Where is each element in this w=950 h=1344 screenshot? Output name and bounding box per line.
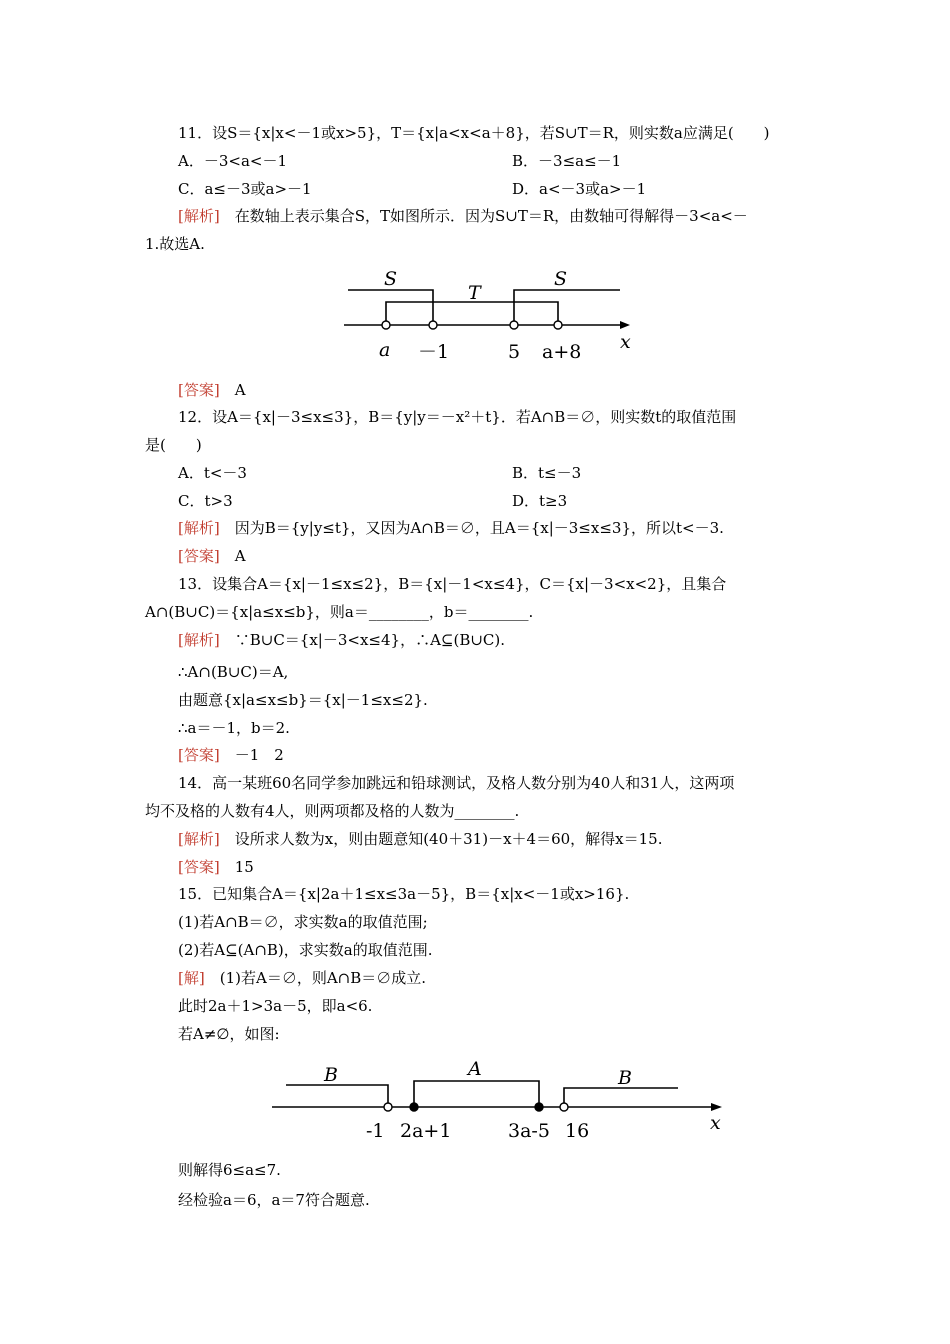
q13-stem: 13．设集合A＝{x|－1≤x≤2}，B＝{x|－1<x≤4}，C＝{x|－3<x<2}，且集合 bbox=[178, 575, 727, 593]
point-2a-plus-1 bbox=[410, 1103, 418, 1111]
q14-stem-cont: 均不及格的人数有4人，则两项都及格的人数为________. bbox=[145, 802, 520, 820]
q14-analysis bbox=[178, 829, 662, 849]
q11-option-d: D．a<－3或a>－1 bbox=[512, 180, 647, 198]
q13-stem-cont: A∩(B∪C)＝{x|a≤x≤b}，则a＝________，b＝________. bbox=[145, 603, 534, 621]
q14-stem: 14．高一某班60名同学参加跳远和铅球测试，及格人数分别为40人和31人，这两项 bbox=[178, 774, 735, 792]
q12-answer-value: A bbox=[234, 547, 246, 565]
q15-number-line-figure bbox=[268, 1055, 738, 1145]
q11-number-line-figure bbox=[330, 262, 650, 367]
q11-analysis bbox=[178, 206, 748, 226]
q11-answer bbox=[178, 380, 246, 400]
q15-part-2: (2)若A⊆(A∩B)，求实数a的取值范围. bbox=[178, 941, 433, 959]
q11-option-b: B．－3≤a≤－1 bbox=[512, 152, 622, 170]
analysis-tag: [解析] bbox=[178, 207, 220, 225]
q15-part-1: (1)若A∩B＝∅，求实数a的取值范围; bbox=[178, 913, 428, 931]
q13-answer-value: －1 2 bbox=[234, 746, 284, 764]
point-neg1 bbox=[429, 321, 437, 329]
point-a-plus-8 bbox=[554, 321, 562, 329]
q13-analysis-4: ∴a＝－1，b＝2. bbox=[178, 719, 290, 737]
q15-solution bbox=[178, 968, 426, 988]
q12-option-c: C．t>3 bbox=[178, 492, 233, 510]
axis-arrow bbox=[620, 321, 630, 329]
q15-stem: 15．已知集合A＝{x|2a＋1≤x≤3a－5}，B＝{x|x<－1或x>16}. bbox=[178, 885, 630, 903]
set-b-right bbox=[564, 1088, 678, 1107]
point-a bbox=[382, 321, 390, 329]
tick-16: 16 bbox=[565, 1120, 590, 1142]
label-s-left: S bbox=[384, 268, 398, 290]
q15-solution-3: 若A≠∅，如图: bbox=[178, 1025, 280, 1043]
axis-x-label: x bbox=[620, 331, 631, 353]
q12-answer bbox=[178, 546, 246, 566]
analysis-tag: [解析] bbox=[178, 519, 220, 537]
q14-answer-value: 15 bbox=[234, 858, 254, 876]
q15-solution-2: 此时2a＋1>3a－5，即a<6. bbox=[178, 997, 373, 1015]
point-16 bbox=[560, 1103, 568, 1111]
q11-analysis-cont: 1.故选A. bbox=[145, 235, 205, 253]
q11-stem: 11．设S＝{x|x<－1或x>5}，T＝{x|a<x<a＋8}，若S∪T＝R，则实数a应满足( ) bbox=[178, 124, 770, 142]
set-s-left bbox=[348, 290, 433, 325]
q12-analysis bbox=[178, 518, 724, 538]
tick-5: 5 bbox=[508, 341, 521, 363]
tick-a-plus-8: a+8 bbox=[542, 341, 582, 363]
answer-tag: [答案] bbox=[178, 547, 220, 565]
tick-neg1: －1 bbox=[418, 341, 450, 363]
analysis-tag: [解析] bbox=[178, 830, 220, 848]
label-s-right: S bbox=[554, 268, 568, 290]
q14-answer bbox=[178, 857, 254, 877]
analysis-tag: [解析] bbox=[178, 631, 220, 649]
q12-option-a: A．t<－3 bbox=[178, 464, 247, 482]
q11-answer-value: A bbox=[234, 381, 246, 399]
q15-solution-text: (1)若A＝∅，则A∩B＝∅成立. bbox=[219, 969, 427, 987]
tick-2a-plus-1: 2a+1 bbox=[400, 1120, 452, 1142]
axis-arrow bbox=[711, 1103, 722, 1111]
label-t: T bbox=[468, 282, 481, 304]
q13-analysis bbox=[178, 630, 505, 650]
q15-solution-4: 则解得6≤a≤7. bbox=[178, 1161, 281, 1179]
q12-option-d: D．t≥3 bbox=[512, 492, 568, 510]
tick-3a-minus-5: 3a-5 bbox=[508, 1120, 550, 1142]
answer-tag: [答案] bbox=[178, 381, 220, 399]
q15-solution-5: 经检验a＝6，a＝7符合题意. bbox=[178, 1191, 370, 1209]
set-b-left bbox=[286, 1085, 388, 1107]
set-a bbox=[414, 1081, 539, 1107]
tick-neg1: -1 bbox=[366, 1120, 385, 1142]
label-b-right: B bbox=[618, 1067, 632, 1089]
q13-answer bbox=[178, 745, 284, 765]
q11-analysis-text: 在数轴上表示集合S，T如图所示．因为S∪T＝R，由数轴可得解得－3<a<－ bbox=[234, 207, 748, 225]
q12-stem-cont: 是( ) bbox=[145, 436, 202, 454]
q12-analysis-text: 因为B＝{y|y≤t}，又因为A∩B＝∅，且A＝{x|－3≤x≤3}，所以t<－3. bbox=[234, 519, 724, 537]
q11-option-a: A．－3<a<－1 bbox=[178, 152, 287, 170]
q13-analysis-3: 由题意{x|a≤x≤b}＝{x|－1≤x≤2}. bbox=[178, 691, 428, 709]
point-neg1 bbox=[384, 1103, 392, 1111]
point-3a-minus-5 bbox=[535, 1103, 543, 1111]
solution-tag: [解] bbox=[178, 969, 205, 987]
answer-tag: [答案] bbox=[178, 746, 220, 764]
label-b-left: B bbox=[324, 1064, 338, 1086]
q14-analysis-text: 设所求人数为x，则由题意知(40＋31)－x＋4＝60，解得x＝15. bbox=[234, 830, 663, 848]
q13-analysis-text: ∵B∪C＝{x|－3<x≤4}，∴A⊆(B∪C). bbox=[234, 631, 506, 649]
set-s-right bbox=[514, 290, 620, 325]
axis-x-label: x bbox=[710, 1112, 721, 1134]
answer-tag: [答案] bbox=[178, 858, 220, 876]
point-5 bbox=[510, 321, 518, 329]
label-a: A bbox=[468, 1058, 482, 1080]
set-t bbox=[386, 302, 558, 325]
q13-analysis-2: ∴A∩(B∪C)＝A, bbox=[178, 663, 289, 681]
q12-option-b: B．t≤－3 bbox=[512, 464, 582, 482]
q11-option-c: C．a≤－3或a>－1 bbox=[178, 180, 312, 198]
q12-stem: 12．设A＝{x|－3≤x≤3}，B＝{y|y＝－x²＋t}．若A∩B＝∅，则实数t的取值范围 bbox=[178, 408, 737, 426]
tick-a: a bbox=[379, 339, 391, 361]
